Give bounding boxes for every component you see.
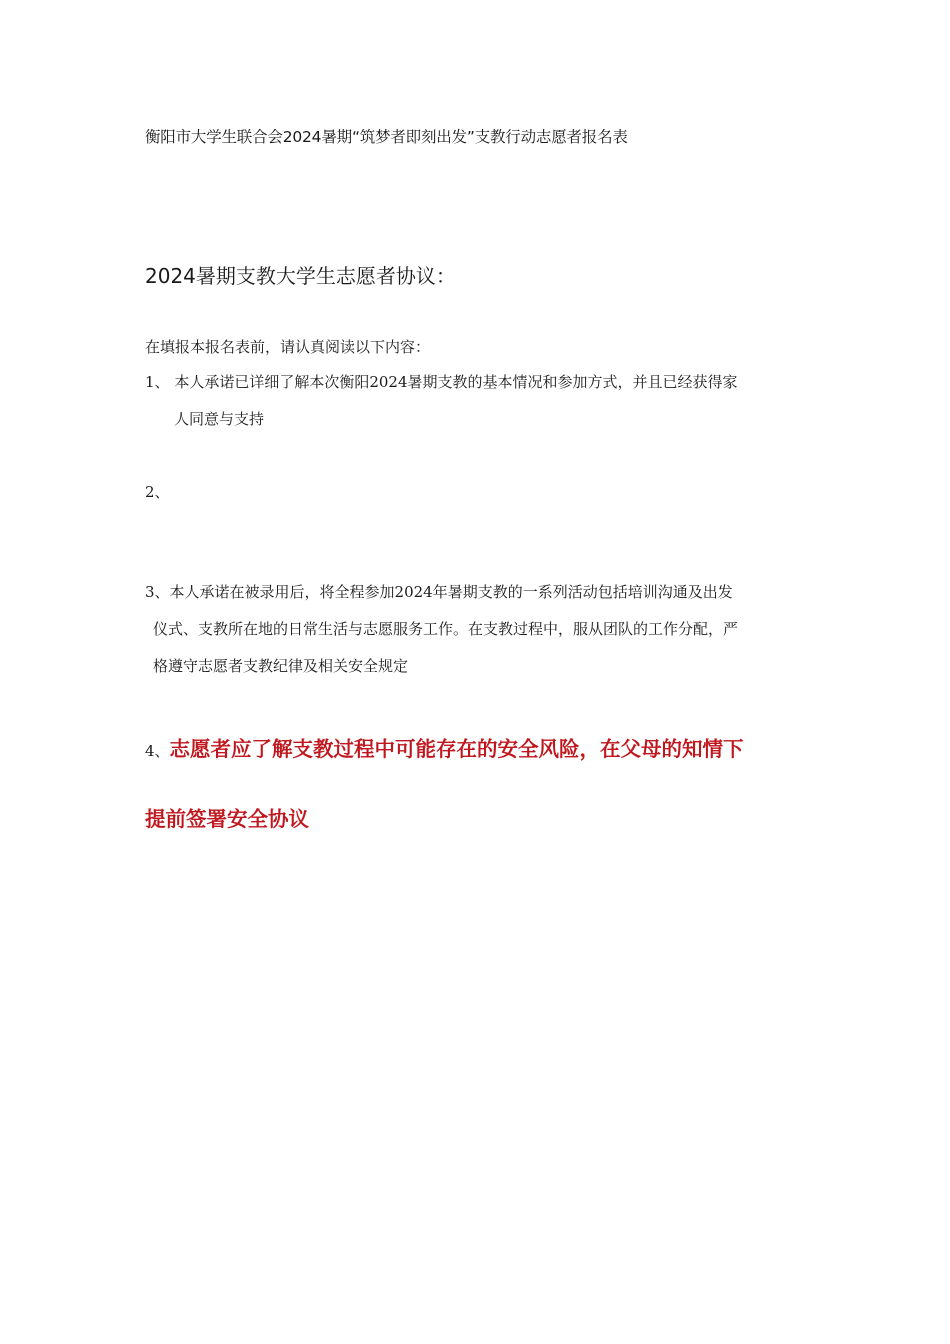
clause-4-text-2: 提前签署安全协议: [145, 807, 309, 831]
clause-4-number: 4、: [145, 742, 170, 760]
clause-2: [145, 474, 815, 511]
clause-4-line-1: [145, 728, 815, 770]
clause-4-text-1: 志愿者应了解支教过程中可能存在的安全风险，在父母的知情下: [169, 737, 744, 761]
clause-3-line-1: [145, 574, 815, 611]
clause-1-number: 1、: [145, 373, 170, 391]
clause-4: [145, 728, 815, 840]
clause-1-text-1: 本人承诺已详细了解本次衡阳2024暑期支教的基本情况和参加方式，并且已经获得家: [174, 373, 738, 391]
clause-2-number: 2、: [145, 483, 170, 501]
clause-1-text-2: 人同意与支持: [174, 410, 265, 428]
clause-3-text-1: 本人承诺在被录用后，将全程参加2024年暑期支教的一系列活动包括培训沟通及出发: [169, 583, 733, 601]
document-title: 衡阳市大学生联合会2024暑期“筑梦者即刻出发”支教行动志愿者报名表: [145, 128, 628, 146]
clause-3: [145, 574, 815, 685]
intro-text: 在填报本报名表前，请认真阅读以下内容：: [145, 338, 431, 356]
clause-1-line-1: [145, 364, 815, 401]
clause-3-number: 3、: [145, 583, 170, 601]
agreement-heading: 2024暑期支教大学生志愿者协议：: [145, 264, 456, 288]
clause-1: [145, 364, 815, 438]
clause-3-text-2: 仪式、支教所在地的日常生活与志愿服务工作。在支教过程中，服从团队的工作分配，严: [153, 620, 739, 638]
clause-3-text-3: 格遵守志愿者支教纪律及相关安全规定: [153, 657, 409, 675]
